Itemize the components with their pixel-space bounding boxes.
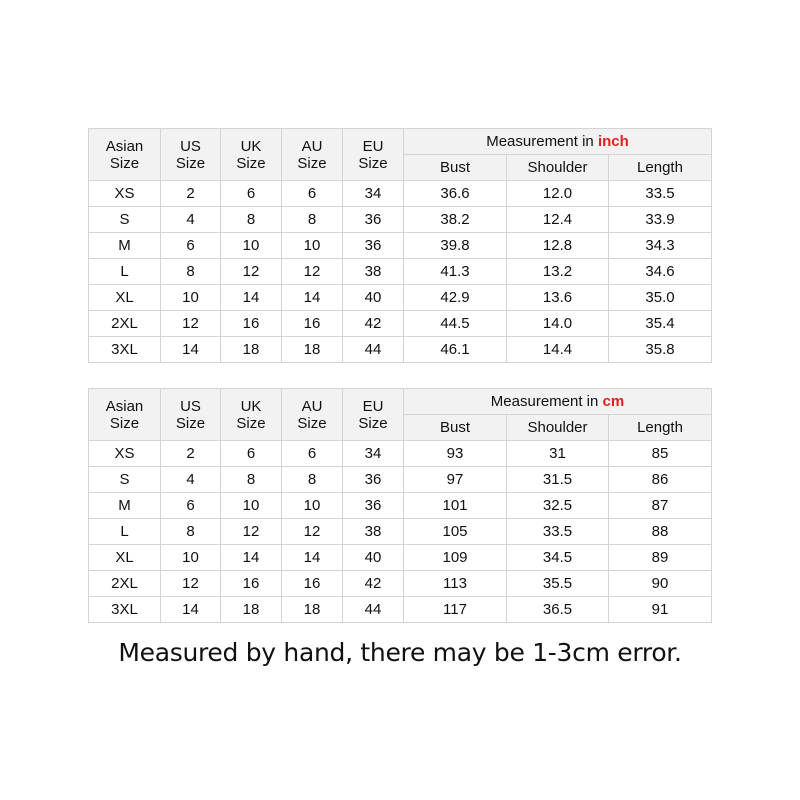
cell-asian-size: 2XL — [89, 311, 161, 337]
cell-uk-size: 14 — [221, 545, 282, 571]
cell-asian-size: S — [89, 207, 161, 233]
cell-au-size: 8 — [282, 467, 343, 493]
cell-au-size: 10 — [282, 233, 343, 259]
cell-eu-size: 38 — [343, 519, 404, 545]
cell-length: 35.8 — [609, 337, 712, 363]
header-au-size: AU Size — [282, 389, 343, 441]
cell-bust: 93 — [404, 441, 507, 467]
cell-bust: 36.6 — [404, 181, 507, 207]
cell-asian-size: 3XL — [89, 597, 161, 623]
table-row — [89, 519, 712, 545]
cell-us-size: 2 — [161, 441, 221, 467]
cell-shoulder: 31 — [507, 441, 609, 467]
cell-length: 89 — [609, 545, 712, 571]
table-row — [89, 493, 712, 519]
cell-length: 85 — [609, 441, 712, 467]
table-row — [89, 207, 712, 233]
cell-eu-size: 36 — [343, 467, 404, 493]
cell-au-size: 12 — [282, 519, 343, 545]
header-length: Length — [609, 415, 712, 441]
header-us-size: US Size — [161, 389, 221, 441]
unit-label: cm — [602, 393, 625, 410]
cell-us-size: 10 — [161, 545, 221, 571]
cell-uk-size: 12 — [221, 519, 282, 545]
cell-shoulder: 34.5 — [507, 545, 609, 571]
cell-uk-size: 12 — [221, 259, 282, 285]
table-row — [89, 337, 712, 363]
cell-au-size: 14 — [282, 285, 343, 311]
header-asian-size: Asian Size — [89, 129, 161, 181]
cell-au-size: 14 — [282, 545, 343, 571]
cell-uk-size: 8 — [221, 467, 282, 493]
cell-asian-size: M — [89, 233, 161, 259]
cell-us-size: 4 — [161, 207, 221, 233]
cell-au-size: 18 — [282, 337, 343, 363]
table-row — [89, 545, 712, 571]
cell-shoulder: 12.0 — [507, 181, 609, 207]
cell-bust: 97 — [404, 467, 507, 493]
cell-au-size: 6 — [282, 181, 343, 207]
header-measurement-inch: Measurement in inch — [404, 129, 712, 155]
cell-bust: 101 — [404, 493, 507, 519]
cell-asian-size: XS — [89, 181, 161, 207]
cell-asian-size: XS — [89, 441, 161, 467]
cell-shoulder: 14.0 — [507, 311, 609, 337]
table-row — [89, 597, 712, 623]
cell-uk-size: 6 — [221, 441, 282, 467]
size-table-cm — [88, 388, 712, 623]
table-row — [89, 233, 712, 259]
table-row — [89, 571, 712, 597]
cell-us-size: 8 — [161, 519, 221, 545]
cell-uk-size: 10 — [221, 493, 282, 519]
cell-uk-size: 14 — [221, 285, 282, 311]
header-eu-size: EU Size — [343, 389, 404, 441]
cell-uk-size: 16 — [221, 311, 282, 337]
cell-shoulder: 32.5 — [507, 493, 609, 519]
cell-length: 33.5 — [609, 181, 712, 207]
cell-au-size: 10 — [282, 493, 343, 519]
header-shoulder: Shoulder — [507, 415, 609, 441]
size-table-inch — [88, 128, 712, 363]
cell-bust: 44.5 — [404, 311, 507, 337]
cell-us-size: 14 — [161, 597, 221, 623]
cell-length: 90 — [609, 571, 712, 597]
cell-asian-size: S — [89, 467, 161, 493]
cell-length: 34.3 — [609, 233, 712, 259]
cell-au-size: 6 — [282, 441, 343, 467]
header-bust: Bust — [404, 155, 507, 181]
cell-shoulder: 13.2 — [507, 259, 609, 285]
cell-uk-size: 10 — [221, 233, 282, 259]
header-shoulder: Shoulder — [507, 155, 609, 181]
cell-eu-size: 34 — [343, 181, 404, 207]
cell-shoulder: 13.6 — [507, 285, 609, 311]
cell-bust: 117 — [404, 597, 507, 623]
cell-eu-size: 42 — [343, 311, 404, 337]
cell-au-size: 16 — [282, 571, 343, 597]
cell-uk-size: 16 — [221, 571, 282, 597]
header-uk-size: UK Size — [221, 389, 282, 441]
cell-au-size: 12 — [282, 259, 343, 285]
header-measurement-cm: Measurement in cm — [404, 389, 712, 415]
cell-bust: 42.9 — [404, 285, 507, 311]
cell-us-size: 12 — [161, 571, 221, 597]
cell-length: 34.6 — [609, 259, 712, 285]
cell-asian-size: 2XL — [89, 571, 161, 597]
cell-bust: 113 — [404, 571, 507, 597]
cell-shoulder: 36.5 — [507, 597, 609, 623]
cell-eu-size: 40 — [343, 285, 404, 311]
table-row — [89, 311, 712, 337]
cell-uk-size: 6 — [221, 181, 282, 207]
cell-asian-size: XL — [89, 285, 161, 311]
cell-eu-size: 40 — [343, 545, 404, 571]
cell-uk-size: 18 — [221, 337, 282, 363]
header-length: Length — [609, 155, 712, 181]
cell-eu-size: 34 — [343, 441, 404, 467]
cell-us-size: 14 — [161, 337, 221, 363]
cell-us-size: 2 — [161, 181, 221, 207]
cell-length: 87 — [609, 493, 712, 519]
cell-length: 88 — [609, 519, 712, 545]
cell-bust: 105 — [404, 519, 507, 545]
table-row — [89, 467, 712, 493]
table-row — [89, 259, 712, 285]
cell-length: 33.9 — [609, 207, 712, 233]
cell-asian-size: XL — [89, 545, 161, 571]
cell-shoulder: 33.5 — [507, 519, 609, 545]
cell-eu-size: 36 — [343, 233, 404, 259]
cell-bust: 39.8 — [404, 233, 507, 259]
cell-length: 35.0 — [609, 285, 712, 311]
cell-length: 35.4 — [609, 311, 712, 337]
table-row — [89, 441, 712, 467]
cell-us-size: 4 — [161, 467, 221, 493]
cell-bust: 38.2 — [404, 207, 507, 233]
cell-length: 86 — [609, 467, 712, 493]
cell-eu-size: 42 — [343, 571, 404, 597]
cell-bust: 109 — [404, 545, 507, 571]
cell-shoulder: 12.8 — [507, 233, 609, 259]
header-uk-size: UK Size — [221, 129, 282, 181]
cell-bust: 46.1 — [404, 337, 507, 363]
cell-us-size: 6 — [161, 233, 221, 259]
cell-length: 91 — [609, 597, 712, 623]
measurement-note: Measured by hand, there may be 1-3cm error. — [118, 638, 682, 667]
table-row — [89, 181, 712, 207]
cell-au-size: 16 — [282, 311, 343, 337]
cell-eu-size: 38 — [343, 259, 404, 285]
cell-asian-size: L — [89, 519, 161, 545]
cell-eu-size: 44 — [343, 597, 404, 623]
cell-asian-size: 3XL — [89, 337, 161, 363]
table-row — [89, 285, 712, 311]
cell-bust: 41.3 — [404, 259, 507, 285]
unit-label: inch — [597, 133, 629, 150]
cell-uk-size: 18 — [221, 597, 282, 623]
cell-au-size: 8 — [282, 207, 343, 233]
cell-shoulder: 14.4 — [507, 337, 609, 363]
cell-asian-size: L — [89, 259, 161, 285]
cell-us-size: 12 — [161, 311, 221, 337]
cell-asian-size: M — [89, 493, 161, 519]
header-au-size: AU Size — [282, 129, 343, 181]
header-asian-size: Asian Size — [89, 389, 161, 441]
header-us-size: US Size — [161, 129, 221, 181]
cell-us-size: 8 — [161, 259, 221, 285]
cell-eu-size: 36 — [343, 493, 404, 519]
cell-us-size: 6 — [161, 493, 221, 519]
header-bust: Bust — [404, 415, 507, 441]
cell-shoulder: 35.5 — [507, 571, 609, 597]
header-eu-size: EU Size — [343, 129, 404, 181]
cell-au-size: 18 — [282, 597, 343, 623]
cell-shoulder: 12.4 — [507, 207, 609, 233]
cell-us-size: 10 — [161, 285, 221, 311]
cell-uk-size: 8 — [221, 207, 282, 233]
cell-shoulder: 31.5 — [507, 467, 609, 493]
cell-eu-size: 44 — [343, 337, 404, 363]
cell-eu-size: 36 — [343, 207, 404, 233]
